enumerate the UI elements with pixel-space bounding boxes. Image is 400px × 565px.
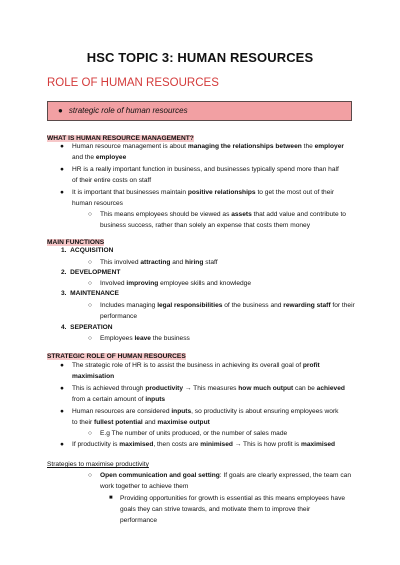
bullet-icon: ● [58, 106, 63, 115]
subsection-heading: Strategies to maximise productivity [47, 461, 149, 468]
paragraph-line: The strategic role of HR is to assist the business in achieving its overall goal of profit [72, 362, 320, 369]
paragraph-line: performance [100, 313, 138, 320]
paragraph-line: HR is a really important function in business, and businesses typically spend more than half [72, 166, 339, 173]
bullet-icon: ● [60, 189, 64, 196]
function-item: 3. MAINTENANCE [61, 290, 119, 297]
bullet-icon: ● [60, 362, 64, 369]
square-bullet-icon: ■ [109, 495, 113, 501]
paragraph-line: to their fullest potential and maximise output [72, 419, 210, 426]
paragraph-line: goals they can strive towards, and motivate them to improve their [120, 506, 311, 513]
bullet-icon: ● [60, 166, 64, 173]
paragraph-line: This is achieved through productivity → This measures how much output can be achieved [72, 385, 345, 392]
paragraph-line: from a certain amount of inputs [72, 396, 166, 403]
paragraph-line: and the employee [72, 154, 127, 161]
circle-bullet-icon: ○ [88, 302, 92, 309]
bullet-icon: ● [60, 143, 64, 150]
circle-bullet-icon: ○ [88, 211, 92, 218]
paragraph-line: E.g The number of units produced, or the number of sales made [100, 430, 288, 437]
paragraph-line: work together to achieve them [100, 483, 189, 490]
paragraph-line: This involved attracting and hiring staff [100, 259, 218, 266]
circle-bullet-icon: ○ [88, 335, 92, 342]
section-heading-hrm: WHAT IS HUMAN RESOURCE MANAGEMENT? [47, 135, 194, 142]
circle-bullet-icon: ○ [88, 259, 92, 266]
role-heading: ROLE OF HUMAN RESOURCES [47, 77, 219, 89]
paragraph-line: maximisation [72, 373, 115, 380]
function-item: 4. SEPERATION [61, 324, 113, 331]
paragraph-line: Human resource management is about managing the relationships between the employer [72, 143, 344, 150]
paragraph-line: of their entire costs on staff [72, 177, 152, 184]
paragraph-line: Employees leave the business [100, 335, 190, 342]
paragraph-line: Includes managing legal responsibilities of the business and rewarding staff for their [100, 302, 355, 309]
circle-bullet-icon: ○ [88, 280, 92, 287]
paragraph-line: performance [120, 517, 158, 524]
bullet-icon: ● [60, 385, 64, 392]
function-item: 2. DEVELOPMENT [61, 269, 121, 276]
paragraph-line: It is important that businesses maintain positive relationships to get the most out of their [72, 189, 335, 196]
banner-text: strategic role of human resources [68, 106, 188, 115]
circle-bullet-icon: ○ [88, 472, 92, 479]
paragraph-line: Involved improving employee skills and knowledge [100, 280, 252, 287]
circle-bullet-icon: ○ [88, 430, 92, 437]
bullet-icon: ● [60, 408, 64, 415]
bullet-icon: ● [60, 441, 64, 448]
paragraph-line: This means employees should be viewed as assets that add value and contribute to [100, 211, 346, 218]
paragraph-line: Providing opportunities for growth is essential as this means employees have [120, 495, 346, 502]
section-heading-functions: MAIN FUNCTIONS [47, 239, 105, 246]
page-title: HSC TOPIC 3: HUMAN RESOURCES [86, 50, 314, 65]
paragraph-line: If productivity is maximised, then costs are minimised → This is how profit is maximised [72, 441, 336, 448]
paragraph-line: Open communication and goal setting: If goals are clearly expressed, the team can [100, 472, 352, 479]
paragraph-line: Human resources are considered inputs, so productivity is about ensuring employees work [72, 408, 339, 415]
paragraph-line: human resources [72, 200, 123, 207]
function-item: 1. ACQUISITION [61, 247, 114, 254]
topic-banner [47, 101, 352, 121]
paragraph-line: business success, rather than solely an expense that costs them money [100, 222, 311, 229]
section-heading-strategic: STRATEGIC ROLE OF HUMAN RESOURCES [47, 353, 186, 360]
